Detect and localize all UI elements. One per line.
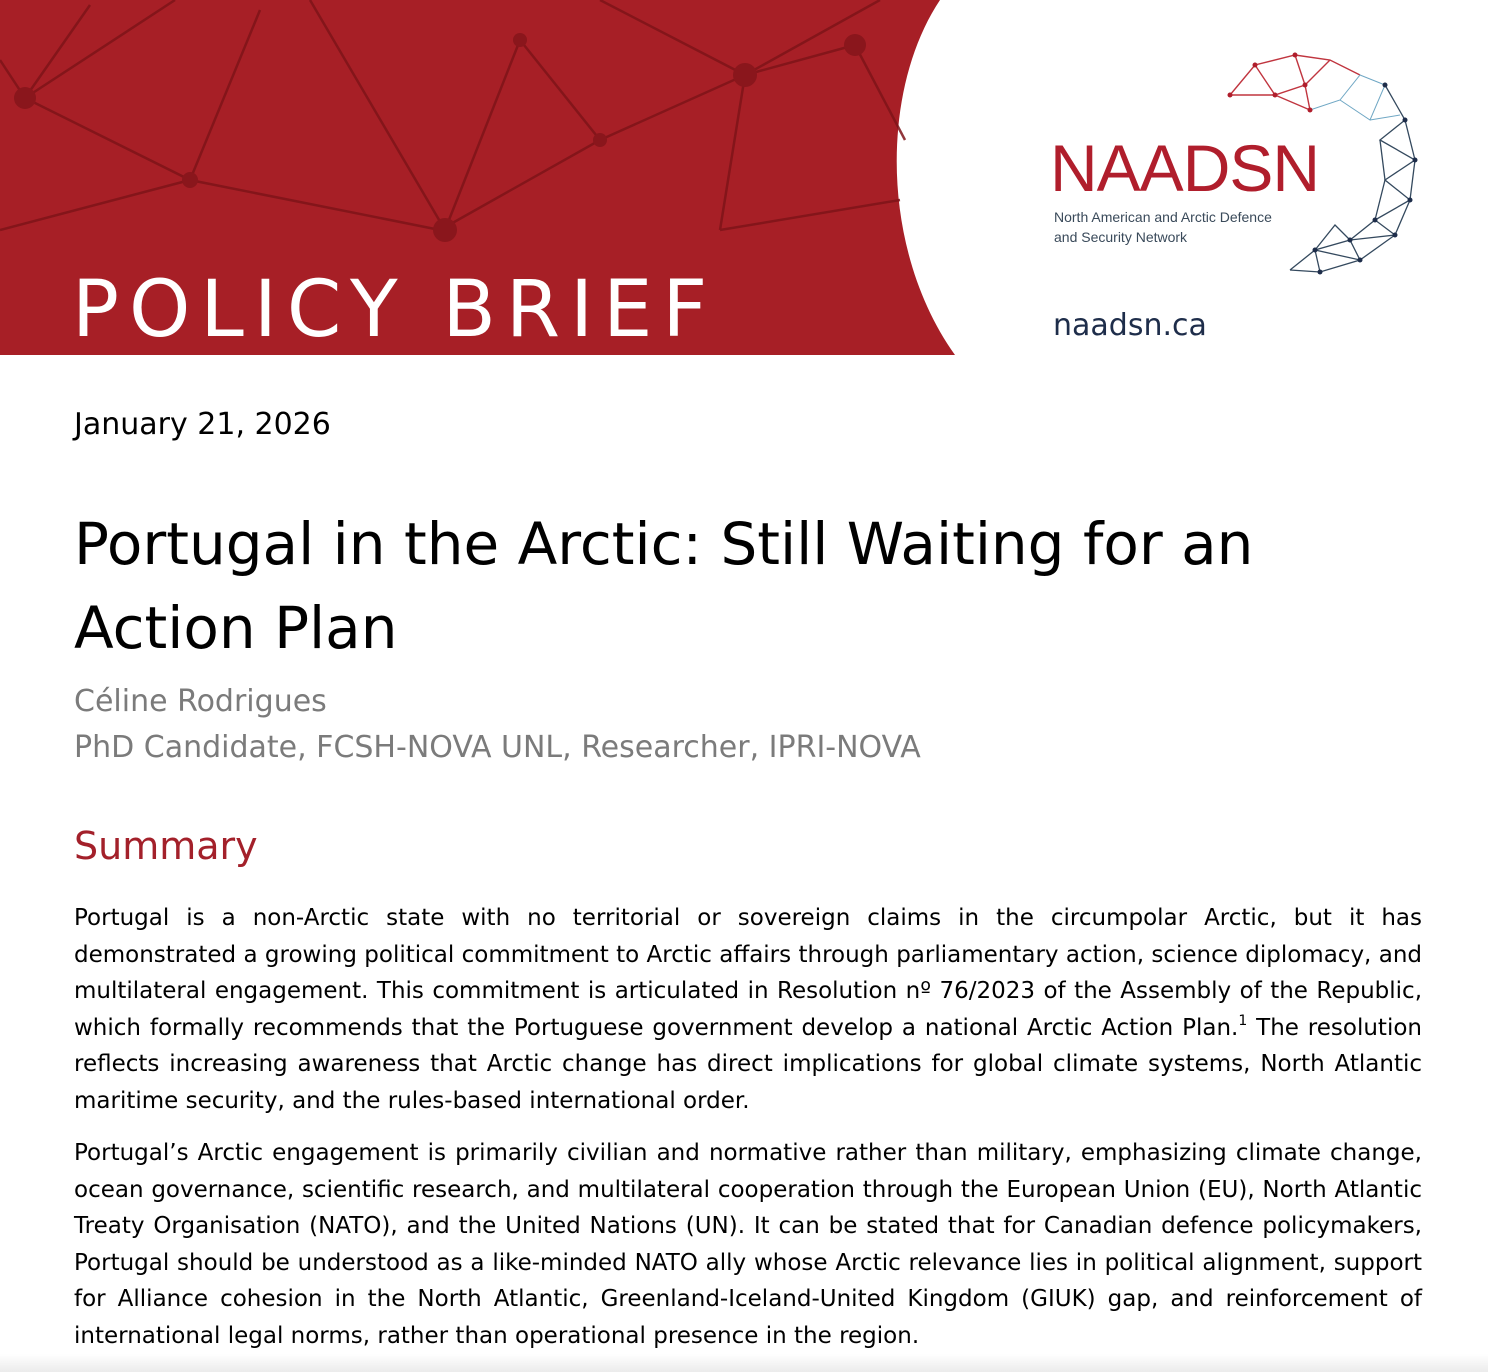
page-bottom-shadow: [0, 1354, 1488, 1372]
naadsn-logo-text: NAADSN: [1050, 131, 1320, 205]
summary-paragraph-2: Portugal’s Arctic engagement is primarily civilian and normative rather than military, emphasizing climate change, ocean governance, scientific research, and multilateral cooperation through the European Union (EU), North Atlantic Treaty Organisation (NATO), and the United Nations (UN). It can be stated that for Canadian defence policymakers, Portugal should be understood as a like-minded NATO ally whose Arctic relevance lies in political alignment, support for Alliance cohesion in the North Atlantic, Greenland-Iceland-United Kingdom (GIUK) gap, and reinforcement of international legal norms, rather than operational presence in the region.: [74, 1140, 1422, 1349]
logo-subtitle-line1: North American and Arctic Defence: [1054, 209, 1272, 225]
logo-subtitle-line2: and Security Network: [1054, 229, 1188, 245]
footnote-marker[interactable]: 1: [1238, 1012, 1248, 1029]
logo-subtitle: [1054, 207, 1324, 247]
summary-heading: Summary: [74, 824, 258, 868]
paragraph-1-text-b: The resolution reflects increasing awareness that Arctic change has direct implications for global climate systems, North Atlantic maritime security, and the rules-based international order.: [74, 1014, 1422, 1114]
policy-brief-banner-title: POLICY BRIEF: [72, 265, 718, 355]
publication-date: January 21, 2026: [74, 407, 331, 442]
document-title: Portugal in the Arctic: Still Waiting for an Action Plan: [74, 510, 1254, 662]
author-affiliation: PhD Candidate, FCSH-NOVA UNL, Researcher, IPRI-NOVA: [74, 730, 921, 765]
summary-paragraph-1: [74, 900, 1422, 1120]
paragraph-1-text-a: Portugal is a non-Arctic state with no territorial or sovereign claims in the circumpolar Arctic, but it has demonstrated a growing political commitment to Arctic affairs through parliamentary action, science diplomacy, and multilateral engagement. This commitment is articulated in Resolution nº 76/2023 of the Assembly of the Republic, which formally recommends that the Portuguese government develop a national Arctic Action Plan.: [74, 905, 1422, 1041]
website-link[interactable]: naadsn.ca: [1053, 308, 1207, 343]
author-name: Céline Rodrigues: [74, 684, 327, 719]
